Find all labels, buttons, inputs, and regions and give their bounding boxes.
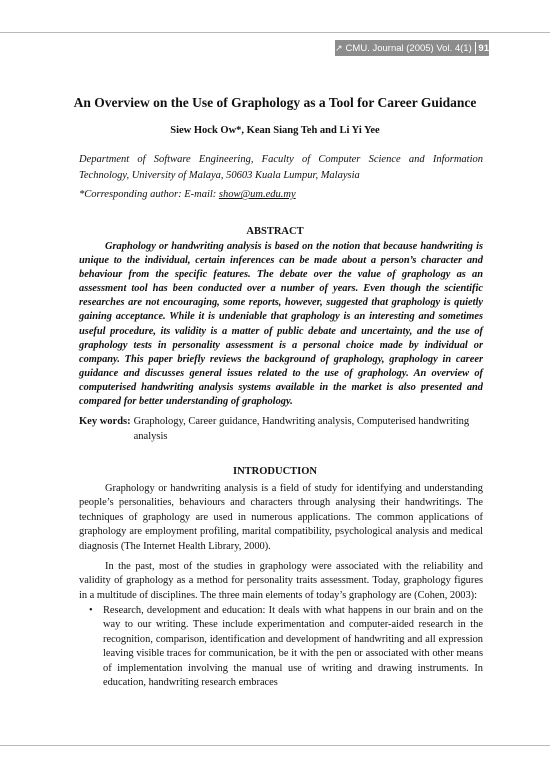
header-divider [475,42,476,54]
introduction-paragraph-2: In the past, most of the studies in graphology were associated with the reliability and validity of graphology as a method for personality traits assessment. Today, graphology figures in a multitude of disciplines. The three main elements of today’s graphology are (Cohen, 2003): [79,561,483,601]
keywords-text: Graphology, Career guidance, Handwriting analysis, Computerised handwriting analysis [133,416,470,442]
bullet-marker: • [89,605,93,616]
list-item [89,604,483,690]
list-item-text: Research, development and education: It deals with what happens in our brain and on the way to our writing. These include experimentation and computer-aided research in the recognition, comparison, identification and development of handwriting and all expression leaving visible traces for communication, be it with the pen or associated with other means of implementation involving the manual use of writing and drawing instruments. In education, handwriting research embraces [103,605,483,689]
introduction-heading: INTRODUCTION [232,466,317,477]
abstract-heading: ABSTRACT [246,226,304,237]
author-affiliation: Department of Software Engineering, Faculty of Computer Science and Information Technology, University of Malaya, 50603 Kuala Lumpur, Malaysia [79,154,483,181]
bottom-rule [0,745,550,746]
keywords-label: Key words: [79,416,131,427]
graphology-elements-list [89,604,483,690]
corresponding-email-link[interactable]: show@um.edu.my [218,189,296,200]
journal-citation: CMU. Journal (2005) Vol. 4(1) [345,42,472,54]
corresponding-author [79,189,483,200]
top-rule [0,32,550,33]
introduction-paragraph-1: Graphology or handwriting analysis is a field of study for identifying and understanding people’s personalities, behaviours and characters through analysing their handwritings. The techniques of graphology are used in numerous applications. The common applications of graphology are employment profiling, marital compatibility, psychological analysis and medical diagnosis (The Internet Health Library, 2000). [79,483,483,552]
page-number: 91 [478,42,489,54]
arrow-up-right-icon: ↗ [335,42,343,53]
journal-header-bar [335,40,489,56]
abstract-text: Graphology or handwriting analysis is based on the notion that because handwriting is unique to the individual, certain inferences can be made about a person’s character and behaviour from the specific features. The debate over the value of graphology as an assessment tool has been conducted over a number of years. Even though the scientific researches are not encouraging, some reports, however, suggested that graphology is quietly gaining acceptance. While it is undeniable that graphology is an interesting and sometimes useful procedure, its validity is a matter of public debate and uncertainty, and the use of graphology tests in personality assessment is a personal choice made by individual or company. This paper briefly reviews the background of graphology, graphology in career guidance and discusses general issues related to the use of graphology. An overview of computerised handwriting analysis systems available in the market is also presented and compared for better understanding of graphology. [79,241,483,408]
keywords [79,414,483,444]
paper-title: An Overview on the Use of Graphology as a Tool for Career Guidance [73,95,477,110]
corresponding-label: *Corresponding author: E-mail: [79,189,219,200]
paper-authors: Siew Hock Ow*, Kean Siang Teh and Li Yi Yee [170,125,380,136]
